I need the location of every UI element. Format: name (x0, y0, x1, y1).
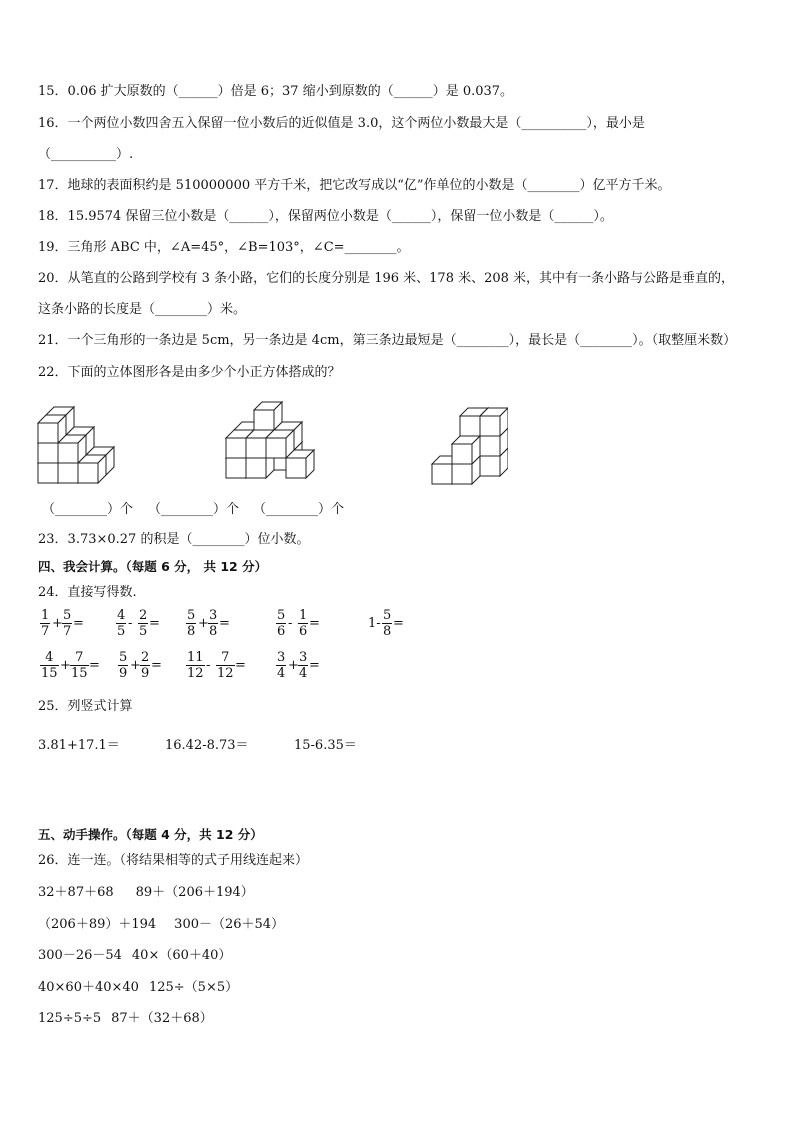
cube-face (246, 438, 266, 458)
fraction-equals: = (89, 658, 100, 673)
numerator: 3 (277, 650, 286, 665)
numerator: 1 (41, 608, 50, 623)
fraction-equals: = (393, 616, 404, 631)
fraction-a (40, 608, 50, 639)
numerator: 5 (383, 608, 392, 623)
numerator: 3 (209, 608, 218, 623)
cube-face (480, 456, 500, 476)
cube-face (58, 463, 78, 483)
fraction-a (276, 650, 286, 681)
denominator: 8 (209, 624, 218, 639)
cube-face (226, 458, 246, 478)
numerator: 5 (119, 650, 128, 665)
fraction-b (216, 650, 235, 681)
cube-figure-1 (30, 395, 140, 490)
fraction-b (138, 608, 148, 639)
numerator: 4 (117, 608, 126, 623)
match-right: 87＋（32＋68） (111, 1011, 213, 1026)
match-right: 89＋（206＋194） (135, 885, 254, 900)
match-right: 125÷（5×5） (148, 980, 239, 995)
match-left: 125÷5÷5 (38, 1011, 102, 1026)
match-row-1 (38, 884, 254, 902)
fraction-equals: = (309, 658, 320, 673)
question-20-cont: 这条小路的长度是（________）米。 (38, 302, 247, 317)
fraction-operator: + (52, 616, 63, 631)
denominator: 12 (217, 666, 234, 681)
section-5-title: 五、动手操作。（每题 4 分，共 12 分） (38, 827, 263, 842)
cube-face (452, 444, 472, 464)
question-18: 18．15.9574 保留三位小数是（______），保留两位小数是（______），保留一位小数是（______）。 (38, 209, 613, 224)
cube-figure-2 (222, 390, 332, 485)
calc-item-1: 3.81+17.1＝ (38, 738, 120, 753)
numerator: 7 (70, 650, 89, 666)
cube-figure-3 (428, 398, 508, 488)
question-22-blank-1: （________）个 (42, 502, 134, 517)
numerator: 5 (277, 608, 286, 623)
calc-item-2: 16.42-8.73＝ (165, 738, 249, 753)
cube-face (452, 464, 472, 484)
fraction-operator: - (288, 616, 293, 631)
fraction-operator: + (130, 658, 141, 673)
calc-item-3: 15-6.35＝ (294, 738, 357, 753)
match-row-4 (38, 979, 238, 997)
numerator: 7 (216, 650, 235, 666)
question-15: 15．0.06 扩大原数的（______）倍是 6；37 缩小到原数的（______）是 0.037。 (38, 84, 514, 99)
denominator: 15 (41, 666, 58, 681)
match-row-2 (38, 916, 284, 934)
fraction-equals: = (149, 616, 160, 631)
cube-face (432, 464, 452, 484)
question-24: 24．直接写得数. (38, 585, 137, 600)
denominator: 9 (119, 666, 128, 681)
fraction-equals: = (73, 616, 84, 631)
denominator: 6 (277, 624, 286, 639)
match-left: 300－26－54 (38, 948, 122, 963)
cube-face (226, 438, 246, 458)
denominator: 8 (383, 624, 392, 639)
cube-face (254, 410, 274, 430)
denominator: 7 (41, 624, 50, 639)
match-left: 32＋87＋68 (38, 885, 114, 900)
match-row-3 (38, 947, 231, 965)
fraction-equals: = (309, 616, 320, 631)
fraction-operator: - (206, 658, 211, 673)
fraction-b (208, 608, 218, 639)
cube-face (38, 443, 58, 463)
fraction-operator: + (288, 658, 299, 673)
cube-face (480, 416, 500, 436)
cube-face (58, 443, 78, 463)
cube-face (480, 436, 500, 456)
denominator: 5 (139, 624, 148, 639)
fraction-a (186, 650, 205, 681)
denominator: 4 (277, 666, 286, 681)
denominator: 4 (299, 666, 308, 681)
match-right: 40×（60＋40） (131, 948, 232, 963)
fraction-a (116, 608, 126, 639)
numerator: 5 (187, 608, 196, 623)
denominator: 6 (299, 624, 308, 639)
numerator: 3 (299, 650, 308, 665)
fraction-lead: 1- (368, 616, 381, 631)
cube-face (38, 463, 58, 483)
match-row-5 (38, 1010, 213, 1028)
question-26: 26．连一连。（将结果相等的式子用线连起来） (38, 853, 309, 868)
question-21: 21．一个三角形的一条边是 5cm，另一条边是 4cm，第三条边最短是（________），最长是（________）。（取整厘米数） (38, 333, 737, 348)
fraction-b (70, 650, 89, 681)
denominator: 7 (63, 624, 72, 639)
cube-face (460, 416, 480, 436)
denominator: 8 (187, 624, 196, 639)
numerator: 5 (63, 608, 72, 623)
question-22: 22．下面的立体图形各是由多少个小正方体搭成的？ (38, 365, 341, 380)
cube-face (38, 423, 58, 443)
fraction-operator: + (198, 616, 209, 631)
cube-face (78, 463, 98, 483)
match-left: 40×60＋40×40 (38, 980, 139, 995)
match-left: （206＋89）＋194 (38, 917, 157, 932)
section-4-title: 四、我会计算。（每题 6 分， 共 12 分） (38, 559, 268, 574)
question-22-blank-3: （________）个 (253, 502, 345, 517)
fraction-b (298, 650, 308, 681)
match-right: 300－（26＋54） (174, 917, 285, 932)
question-19: 19．三角形 ABC 中，∠A=45°，∠B=103°，∠C=________。 (38, 240, 410, 255)
denominator: 9 (141, 666, 150, 681)
cube-face (286, 458, 306, 478)
fraction-b (140, 650, 150, 681)
numerator: 1 (299, 608, 308, 623)
question-20: 20．从笔直的公路到学校有 3 条小路，它们的长度分别是 196 米、178 米、208 米，其中有一条小路与公路是垂直的， (38, 271, 735, 286)
denominator: 5 (117, 624, 126, 639)
fraction-equals: = (235, 658, 246, 673)
fraction-b (62, 608, 72, 639)
fraction-a (40, 650, 59, 681)
fraction-operator: + (60, 658, 71, 673)
numerator: 2 (139, 608, 148, 623)
cube-face (246, 458, 266, 478)
fraction-a (118, 650, 128, 681)
numerator: 11 (187, 650, 204, 665)
fraction-a (276, 608, 286, 639)
numerator: 2 (141, 650, 150, 665)
fraction-equals: = (151, 658, 162, 673)
fraction-operator: - (128, 616, 133, 631)
question-23: 23．3.73×0.27 的积是（________）位小数。 (38, 532, 310, 547)
question-25: 25．列竖式计算 (38, 699, 133, 714)
question-22-blank-2: （________）个 (148, 502, 240, 517)
fraction-b (382, 608, 392, 639)
denominator: 15 (71, 666, 88, 681)
fraction-a (186, 608, 196, 639)
fraction-equals: = (219, 616, 230, 631)
denominator: 12 (187, 666, 204, 681)
cube-face (266, 438, 286, 458)
question-16: 16．一个两位小数四舍五入保留一位小数后的近似值是 3.0，这个两位小数最大是（__________），最小是 (38, 116, 645, 131)
question-16-cont: （__________）. (38, 147, 134, 162)
numerator: 4 (40, 650, 59, 666)
question-17: 17．地球的表面积约是 510000000 平方千米，把它改写成以“亿”作单位的小数是（________）亿平方千米。 (38, 178, 671, 193)
fraction-b (298, 608, 308, 639)
